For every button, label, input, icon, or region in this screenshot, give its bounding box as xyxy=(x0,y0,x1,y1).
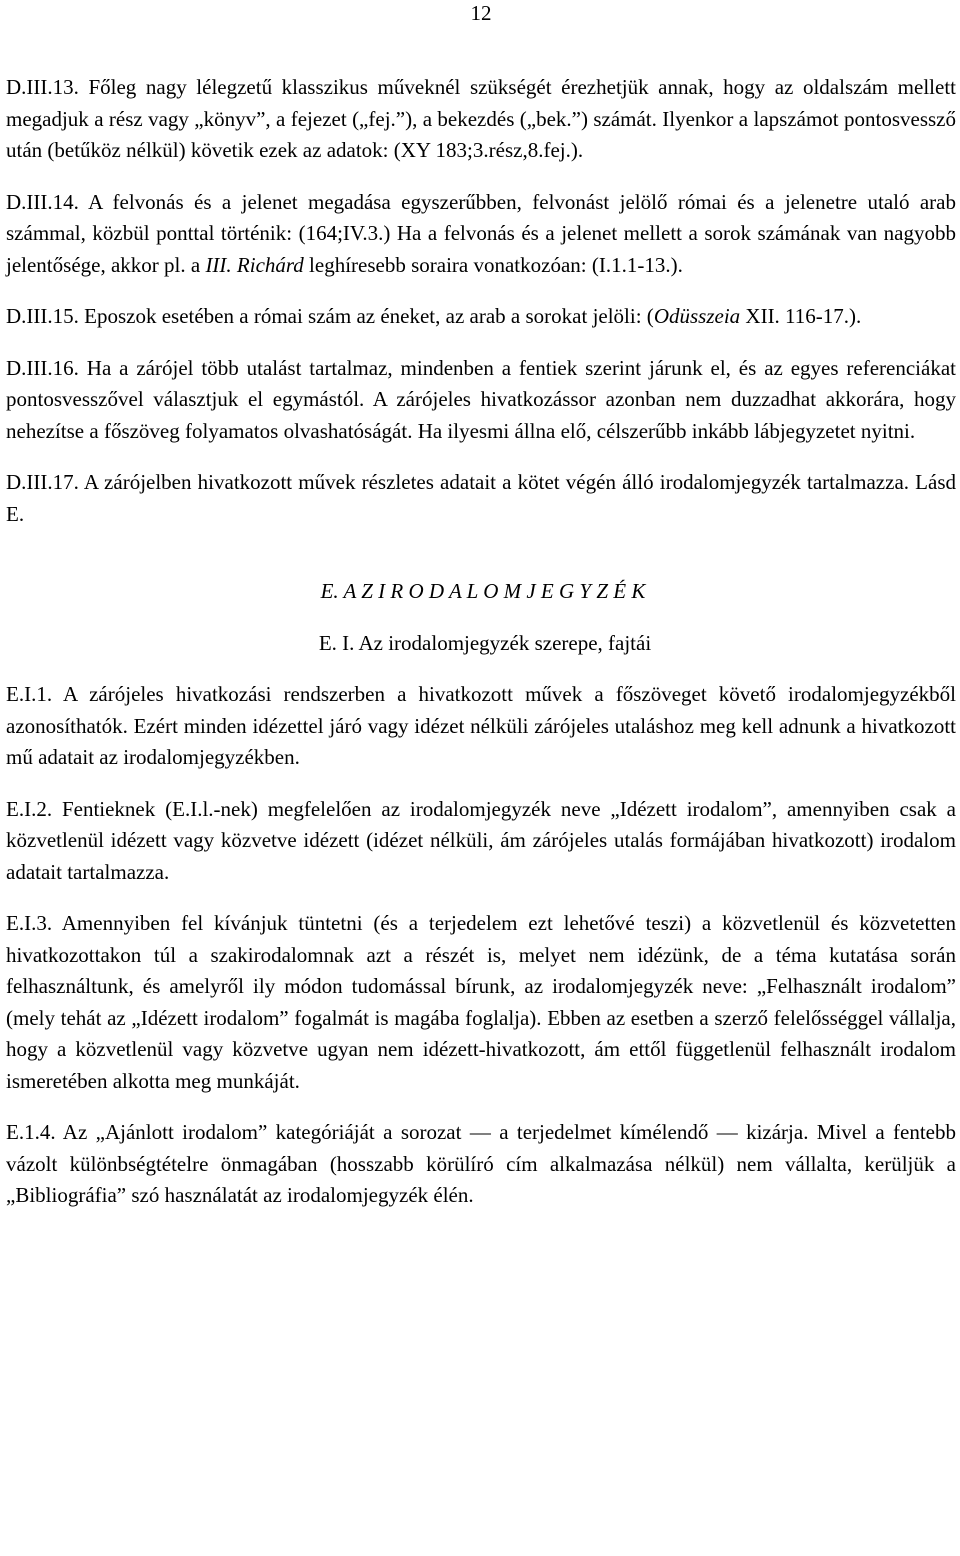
paragraph-e-1-4: E.1.4. Az „Ajánlott irodalom” kategóriáját a sorozat — a terjedelmet kímélendő — kizárja. Mivel a fentebb vázolt különbségtételre önmagában (hosszabb körülíró cím alkalmazása nélkül) nem vállalta, kerüljük a „Bibliográfia” szó használatát az irodalomjegyzék élén. xyxy=(6,1120,956,1207)
paragraph-e-i-3: E.I.3. Amennyiben fel kívánjuk tüntetni (és a terjedelem ezt lehetővé teszi) a közvetlenül és közvetetten hivatkozottakon túl a szakirodalomnak azt a részét is, melyet nem idézünk, de a téma kutatása során felhasználtunk, és amelyről ily módon tudomással bírunk, az irodalomjegyzék neve: „Felhasznált irodalom” (mely tehát az „Idézett irodalom” fogalmát is magába foglalja). Ebben az esetben a szerző felelősséggel vállalja, hogy a közvetlenül vagy közvetve ugyan nem idézett-hivatkozott, ám ettől függetlenül felhasznált irodalom ismeretében alkotta meg munkáját. xyxy=(6,911,956,1093)
paragraph-d-iii-14-tail: leghíresebb soraira vonatkozóan: (I.1.1-13.). xyxy=(303,252,683,277)
paragraph-d-iii-17: D.III.17. A zárójelben hivatkozott művek részletes adatait a kötet végén álló irodalomjegyzék tartalmazza. Lásd E. xyxy=(6,470,956,526)
section-heading-e xyxy=(6,576,956,608)
paragraph-d-iii-14 xyxy=(6,187,956,282)
paragraph-d-iii-14-text: D.III.14. A felvonás és a jelenet megadása egyszerűbben, felvonást jelölő római és a jelenetre utaló arab számmal, közbül ponttal történik: (164;IV.3.) Ha a felvonás és a jelenet mellett a sorok számának van nagyobb jelentősége, akkor pl. a xyxy=(6,189,956,277)
paragraph-e-i-2: E.I.2. Fentieknek (E.I.l.-nek) megfelelően az irodalomjegyzék neve „Idézett irodalom”, amennyiben csak a közvetlenül idézett vagy közvetve idézett (idézet nélküli, ám zárójeles utalás formájában hivatkozott) irodalom adatait tartalmazza. xyxy=(6,796,956,884)
paragraph-d-iii-16: D.III.16. Ha a zárójel több utalást tartalmaz, mindenben a fentiek szerint járunk el, és az egyes referenciákat pontosvesszővel választjuk el egymástól. A zárójeles hivatkozássor azonban nem duzzadhat akkorára, hogy nehezítse a főszöveg folyamatos olvashatóságát. Ha ilyesmi állna elő, célszerűbb inkább lábjegyzetet nyitni. xyxy=(6,355,956,443)
paragraph-e-i-1: E.I.1. A zárójeles hivatkozási rendszerben a hivatkozott művek a főszöveget követő irodalomjegyzékből azonosíthatók. Ezért minden idézettel járó vagy idézet nélküli zárójeles utaláshoz meg kell adnunk a hivatkozott mű adatait az irodalomjegyzékben. xyxy=(6,682,956,769)
paragraph-d-iii-13: D.III.13. Főleg nagy lélegzetű klasszikus műveknél szükségét érezhetjük annak, hogy az oldalszám mellett megadjuk a rész vagy „könyv”, a fejezet („fej.”), a bekezdés („bek.”) számát. Ilyenkor a lapszámot pontosvessző után (betűköz nélkül) követik ezek az adatok: (XY 183;3.rész,8.fej.). xyxy=(6,75,956,162)
document-body xyxy=(6,72,956,1232)
section-heading-e-text: E. A Z I R O D A L O M J E G Y Z É K xyxy=(320,579,646,603)
play-title-richard-iii: III. Richárd xyxy=(205,252,304,277)
paragraph-d-iii-15 xyxy=(6,301,956,333)
page-number: 12 xyxy=(470,1,492,25)
paragraph-d-iii-15-text: D.III.15. Eposzok esetében a római szám az éneket, az arab a sorokat jelöli: ( xyxy=(6,304,654,328)
subsection-heading-e-i: E. I. Az irodalomjegyzék szerepe, fajtái xyxy=(318,630,652,655)
paragraph-d-iii-15-tail: XII. 116-17.). xyxy=(740,304,862,328)
epic-title-odusszeia: Odüsszeia xyxy=(653,304,741,328)
